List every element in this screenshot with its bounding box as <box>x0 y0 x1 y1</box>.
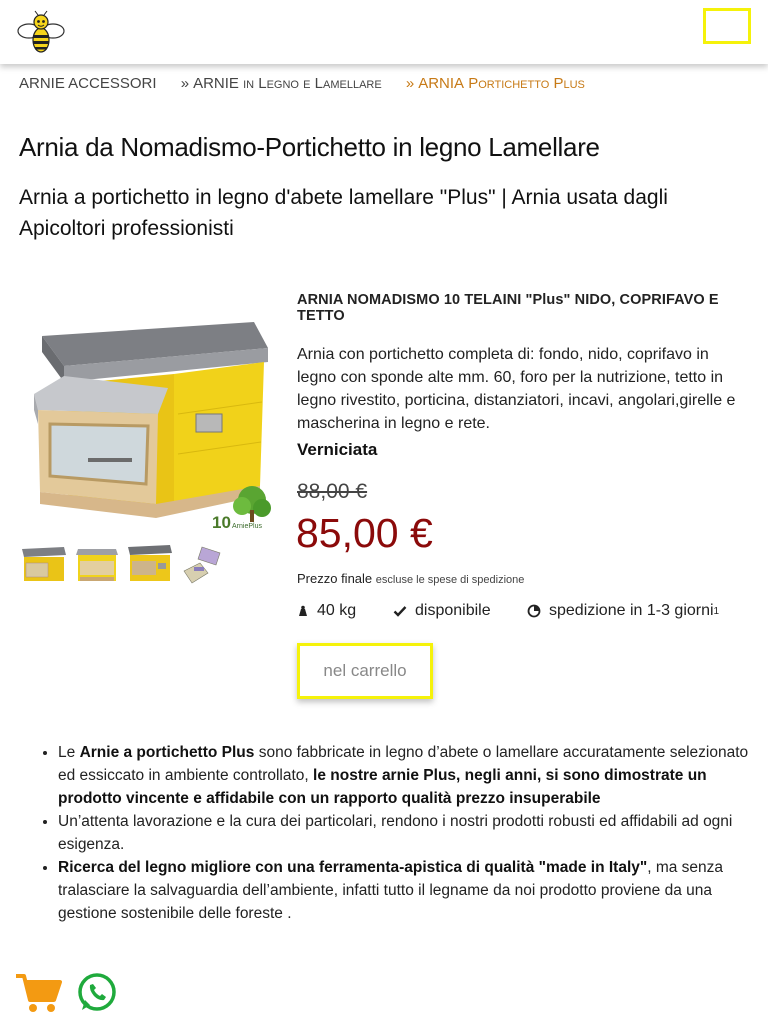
availability-info <box>393 602 491 620</box>
product-description: Arnia con portichetto completa di: fondo, nido, coprifavo in legno con sponde alte mm. 60, foro per la nutrizione, tetto in legno rivestito, porticina, distanziatori, incavi, angolari,girelle e mascherina in legno e rete. <box>297 346 736 432</box>
page-subtitle: Arnia a portichetto in legno d'abete lamellare "Plus" | Arnia usata dagli Apicoltori professionisti <box>19 186 668 240</box>
thumbnail-4[interactable] <box>180 543 228 587</box>
shopping-cart-icon[interactable] <box>14 972 62 1014</box>
thumbnail-1[interactable] <box>20 543 68 587</box>
breadcrumb-item-current[interactable] <box>406 75 585 92</box>
menu-toggle-button[interactable] <box>703 8 751 44</box>
product-thumbnails <box>20 543 260 587</box>
page-title: Arnia da Nomadismo-Portichetto in legno Lamellare <box>19 132 600 162</box>
add-to-cart-button[interactable]: nel carrello <box>297 643 433 699</box>
feature-text: sono fabbricate in legno d’abete o lamellare accuratamente selezionato ed essiccato in ambiente controllato, <box>58 744 749 784</box>
features-list <box>38 741 768 925</box>
image-badge-brand: ArniePlus <box>232 523 262 530</box>
breadcrumb-label-suffix: in Legno e Lamellare <box>238 75 382 92</box>
list-item <box>58 741 768 810</box>
list-item <box>58 856 768 925</box>
breadcrumb-label: ARNIA <box>418 75 465 92</box>
check-icon <box>393 605 407 617</box>
weight-value: 40 kg <box>317 602 357 619</box>
price-note-main: Prezzo finale <box>297 571 373 586</box>
breadcrumb-label: ARNIE <box>193 75 239 92</box>
product-image-hive[interactable] <box>28 314 276 534</box>
breadcrumb-label-suffix: Portichetto Plus <box>464 75 585 92</box>
breadcrumb-item-arnie-accessori[interactable] <box>19 75 157 92</box>
current-price: 85,00 € <box>296 510 433 556</box>
availability-value: disponibile <box>415 602 491 619</box>
feature-text: Un’attenta lavorazione e la cura dei particolari, rendono i nostri prodotti robusti ed affidabili ad ogni esigenza. <box>58 813 733 853</box>
breadcrumb-separator: » <box>405 75 415 92</box>
price-note-shipping: escluse le spese di spedizione <box>375 574 525 586</box>
feature-bold: Ricerca del legno migliore con una ferramenta-apistica di qualità "made in Italy" <box>58 859 648 876</box>
shipping-info <box>527 602 719 620</box>
thumbnail-3[interactable] <box>126 543 174 587</box>
list-item <box>58 810 768 856</box>
whatsapp-icon[interactable] <box>76 972 118 1014</box>
image-badge-number: 10 <box>212 513 231 532</box>
breadcrumb-separator: » <box>180 75 190 92</box>
clock-icon <box>527 604 541 618</box>
price-note <box>297 571 524 586</box>
bee-logo-icon[interactable] <box>16 10 66 58</box>
feature-bold: Arnie a portichetto Plus <box>79 744 255 761</box>
feature-text: Le <box>58 744 80 761</box>
weight-icon <box>297 605 309 617</box>
thumbnail-2[interactable] <box>74 543 122 587</box>
breadcrumb-item-arnie-legno[interactable] <box>181 75 382 92</box>
feature-text: , ma senza tralasciare la salvaguardia dell’ambiente, infatti tutto il legname da noi prodotto proviene da una gestione sostenibile delle foreste . <box>58 859 724 922</box>
breadcrumb <box>19 75 605 97</box>
feature-bold: le nostre arnie Plus, negli anni, si sono dimostrate un prodotto vincente e affidabile con un rapporto qualità prezzo insuperabile <box>58 767 707 807</box>
shipping-value: spedizione in 1-3 giorni <box>549 602 714 619</box>
breadcrumb-label: ARNIE ACCESSORI <box>19 75 157 92</box>
old-price: 88,00 € <box>297 480 368 503</box>
product-finish: Verniciata <box>297 440 378 459</box>
shipping-footnote: 1 <box>713 605 720 617</box>
product-name: ARNIA NOMADISMO 10 TELAINI "Plus" NIDO, COPRIFAVO E TETTO <box>297 292 719 324</box>
weight-info <box>297 602 356 620</box>
site-header <box>0 0 768 64</box>
